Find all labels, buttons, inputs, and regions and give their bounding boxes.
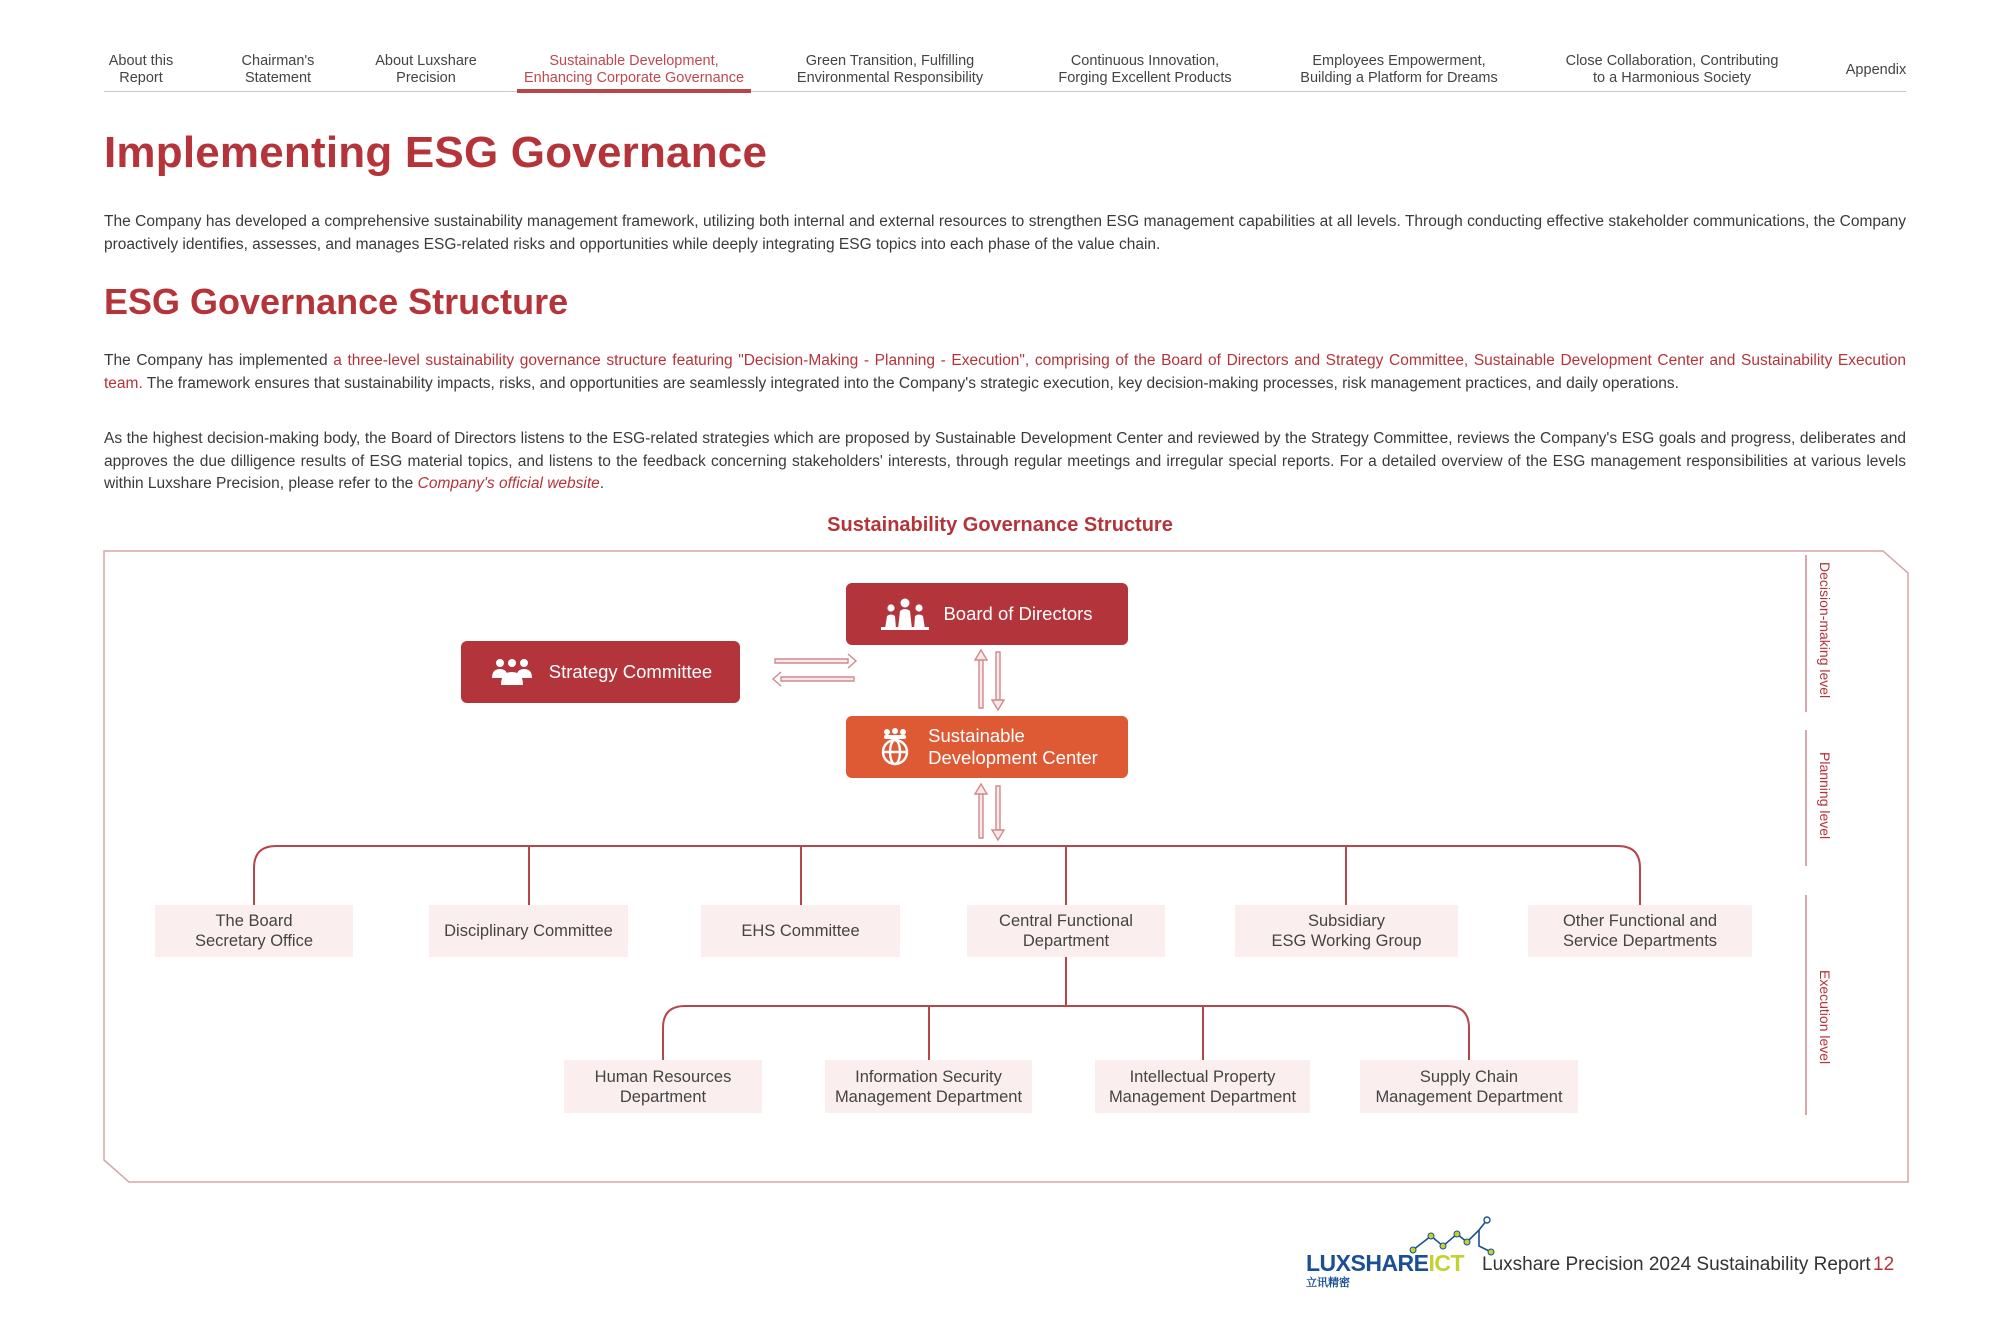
- luxshare-logo: [1306, 1250, 1464, 1277]
- intellectual-property-department-node: Intellectual Property Management Department: [1095, 1060, 1310, 1113]
- board-secretary-office-node: The Board Secretary Office: [155, 905, 353, 957]
- nav-item-chairman-statement[interactable]: Chairman's Statement: [241, 53, 315, 86]
- board-of-directors-label: Board of Directors: [943, 603, 1093, 624]
- globe-people-icon: [876, 728, 914, 766]
- nav-item-about-luxshare[interactable]: About Luxshare Precision: [375, 53, 477, 86]
- nav-item-employees-empowerment[interactable]: Employees Empowerment, Building a Platform for Dreams: [1300, 53, 1498, 86]
- page-title: Implementing ESG Governance: [104, 128, 768, 177]
- team-icon: [489, 658, 535, 686]
- diagram-title: Sustainability Governance Structure: [827, 514, 1173, 536]
- decision-making-level-label: Decision-making level: [1817, 562, 1833, 699]
- nav-item-appendix[interactable]: Appendix: [1845, 62, 1907, 78]
- official-website-link[interactable]: Company's official website: [417, 475, 600, 493]
- ehs-committee-node: EHS Committee: [701, 905, 900, 957]
- section-title: ESG Governance Structure: [104, 281, 569, 322]
- execution-level-label: Execution level: [1817, 970, 1833, 1065]
- other-functional-departments-node: Other Functional and Service Departments: [1528, 905, 1752, 957]
- logo-main-text: LUXSHARE: [1306, 1250, 1429, 1276]
- intro-paragraph: The Company has developed a comprehensive sustainability management framework, utilizing both internal and external resources to strengthen ESG management capabilities at all levels. Through conducting effective stakeholder communications, the Company proactively identifies, assesses, and manages ESG-related risks and opportunities while deeply integrating ESG topics into each phase of the value chain.: [104, 213, 1906, 253]
- nav-item-close-collaboration[interactable]: Close Collaboration, Contributing to a Harmonious Society: [1565, 53, 1779, 86]
- strategy-committee-node: [461, 641, 740, 703]
- subsidiary-esg-working-group-node: Subsidiary ESG Working Group: [1235, 905, 1458, 957]
- nav-item-continuous-innovation[interactable]: Continuous Innovation, Forging Excellent Products: [1058, 53, 1232, 86]
- human-resources-department-node: Human Resources Department: [564, 1060, 762, 1113]
- central-functional-department-node: Central Functional Department: [967, 905, 1165, 957]
- sdc-label: Sustainable Development Center: [928, 725, 1098, 768]
- nav-item-about-report[interactable]: About this Report: [108, 53, 174, 86]
- logo-accent-text: ICT: [1428, 1250, 1465, 1276]
- page-number: 12: [1873, 1254, 1895, 1275]
- logo-chinese-text: 立讯精密: [1306, 1277, 1350, 1289]
- supply-chain-department-node: Supply Chain Management Department: [1360, 1060, 1578, 1113]
- nav-item-green-transition[interactable]: Green Transition, Fulfilling Environmental Responsibility: [796, 53, 984, 86]
- sustainable-development-center-node: [846, 716, 1128, 778]
- para2-text: As the highest decision-making body, the Board of Directors listens to the ESG-related strategies which are proposed by Sustainable Development Center and reviewed by the Strategy Committee, reviews the Company's ESG goals and progress, deliberates and approves the due dilligence results of ESG material topics, and listens to the feedback concerning stakeholders' interests, through regular meetings and irregular special reports. For a detailed overview of the ESG management responsibilities at various levels within Luxshare Precision, please refer to the: [104, 430, 1906, 493]
- people-group-icon: [881, 598, 929, 630]
- para1-text-end: The framework ensures that sustainability impacts, risks, and opportunities are seamlessly integrated into the Company's strategic execution, key decision-making processes, risk management practices, and daily operations.: [142, 374, 1679, 392]
- planning-level-label: Planning level: [1817, 752, 1833, 840]
- board-of-directors-node: [846, 583, 1128, 645]
- information-security-department-node: Information Security Management Department: [825, 1060, 1032, 1113]
- para2-period: .: [599, 475, 605, 493]
- report-name: Luxshare Precision 2024 Sustainability Report: [1482, 1254, 1871, 1275]
- para1-highlight: a three-level sustainability governance structure featuring "Decision-Making - Planning - Execution", comprising of the Board of Directors and Strategy Committee, Sustainable Development Center and Sustainability Execution team.: [104, 352, 1906, 392]
- nav-item-sustainable-development[interactable]: Sustainable Development, Enhancing Corporate Governance: [523, 53, 745, 86]
- strategy-committee-label: Strategy Committee: [548, 661, 713, 682]
- para1-text: The Company has implemented: [104, 352, 334, 369]
- disciplinary-committee-node: Disciplinary Committee: [429, 905, 628, 957]
